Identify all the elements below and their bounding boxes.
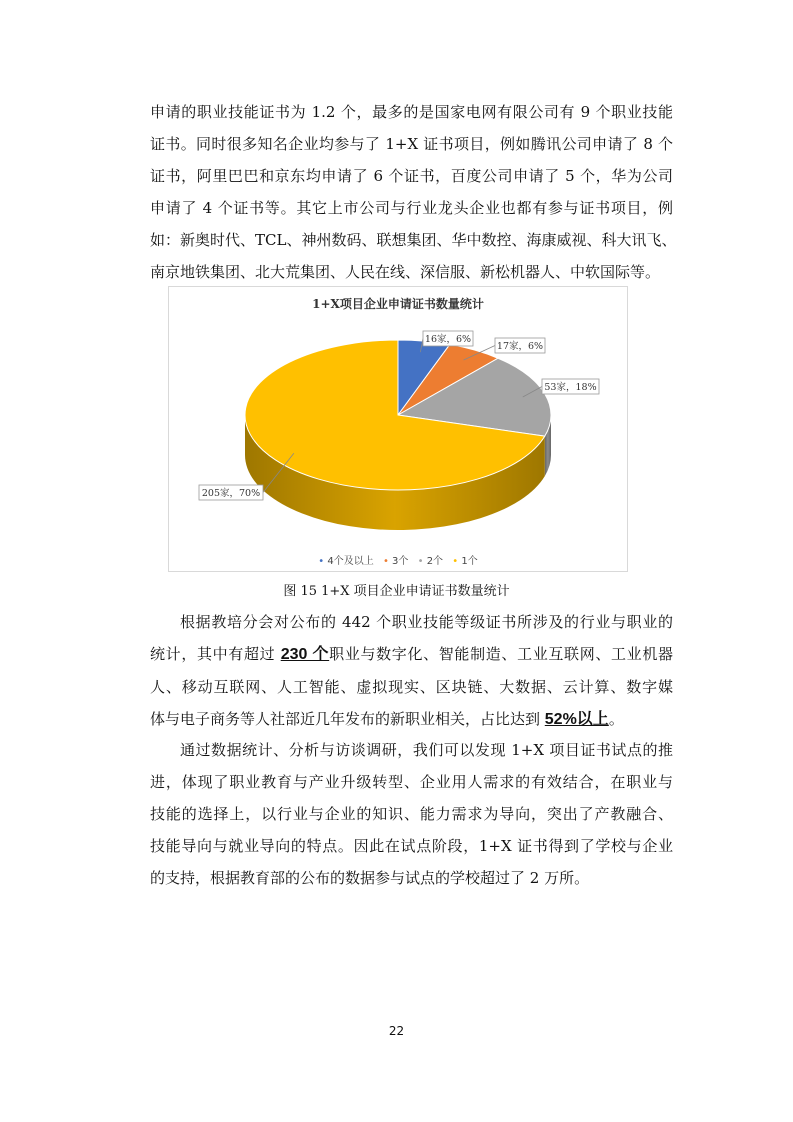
legend-marker: • xyxy=(318,556,325,567)
text-segment: 根据教培分会对公布的 442 个职业技能等级证书所涉及的行业与职业的 xyxy=(180,613,673,631)
legend-label: 4个及以上 xyxy=(327,556,374,567)
data-label: 16家，6% xyxy=(424,334,472,345)
pie-chart-canvas xyxy=(169,287,627,571)
legend-item xyxy=(418,556,443,567)
text-segment: 。 xyxy=(608,710,624,728)
text-line xyxy=(150,606,673,638)
data-label: 17家，6% xyxy=(496,341,544,352)
text-line: 技能的选择上，以行业与企业的知识、能力需求为导向，突出了产教融合、 xyxy=(150,805,673,823)
data-label: 205家，70% xyxy=(201,488,261,499)
chart-legend xyxy=(169,552,627,567)
data-label: 53家，18% xyxy=(544,382,597,393)
legend-label: 3个 xyxy=(392,556,409,567)
text-line xyxy=(150,734,673,766)
text-segment: 统计，其中有超过 xyxy=(150,645,281,663)
paragraph-companies xyxy=(150,96,677,288)
text-line: 申请了 4 个证书等。其它上市公司与行业龙头企业也都有参与证书项目，例 xyxy=(150,199,673,217)
text-line: 证书，阿里巴巴和京东均申请了 6 个证书，百度公司申请了 5 个，华为公司 xyxy=(150,167,673,185)
paragraph-conclusion xyxy=(150,734,673,894)
text-line: 进，体现了职业教育与产业升级转型、企业用人需求的有效结合，在职业与 xyxy=(150,773,673,791)
legend-marker: • xyxy=(452,556,459,567)
legend-item xyxy=(452,556,477,567)
legend-label: 2个 xyxy=(426,556,444,567)
text-line: 的支持，根据教育部的公布的数据参与试点的学校超过了 2 万所。 xyxy=(150,869,590,887)
chart-title: 1+X项目企业申请证书数量统计 xyxy=(312,297,484,311)
legend-label: 1个 xyxy=(461,556,478,567)
text-line xyxy=(150,638,673,671)
paragraph-statistics xyxy=(150,606,673,736)
text-segment: 职业与数字化、智能制造、工业互联网、工业机器 xyxy=(329,645,673,663)
text-line: 申请的职业技能证书为 1.2 个，最多的是国家电网有限公司有 9 个职业技能 xyxy=(150,103,673,121)
pie-chart xyxy=(168,286,628,572)
text-line: 技能导向与就业导向的特点。因此在试点阶段，1+X 证书得到了学校与企业 xyxy=(150,837,673,855)
text-line: 证书。同时很多知名企业均参与了 1+X 证书项目，例如腾讯公司申请了 8 个 xyxy=(150,135,673,153)
figure-caption: 图 15 1+X 项目企业申请证书数量统计 xyxy=(283,584,510,599)
legend-item xyxy=(383,556,408,567)
text-line: 南京地铁集团、北大荒集团、人民在线、深信服、新松机器人、中软国际等。 xyxy=(150,263,661,281)
page-number: 22 xyxy=(388,1024,405,1038)
text-segment: 体与电子商务等人社部近几年发布的新职业相关，占比达到 xyxy=(150,710,545,728)
highlight-230: 230 个 xyxy=(280,646,330,663)
text-line: 如：新奥时代、TCL、神州数码、联想集团、华中数控、海康威视、科大讯飞、 xyxy=(150,231,677,249)
text-line xyxy=(150,703,673,736)
legend-marker: • xyxy=(417,556,424,567)
text-segment: 通过数据统计、分析与访谈调研，我们可以发现 1+X 项目证书试点的推 xyxy=(180,741,673,759)
legend-marker: • xyxy=(382,556,389,567)
highlight-52-percent: 52%以上 xyxy=(544,711,609,728)
text-line: 人、移动互联网、人工智能、虚拟现实、区块链、大数据、云计算、数字媒 xyxy=(150,678,673,696)
legend-item xyxy=(318,556,373,567)
